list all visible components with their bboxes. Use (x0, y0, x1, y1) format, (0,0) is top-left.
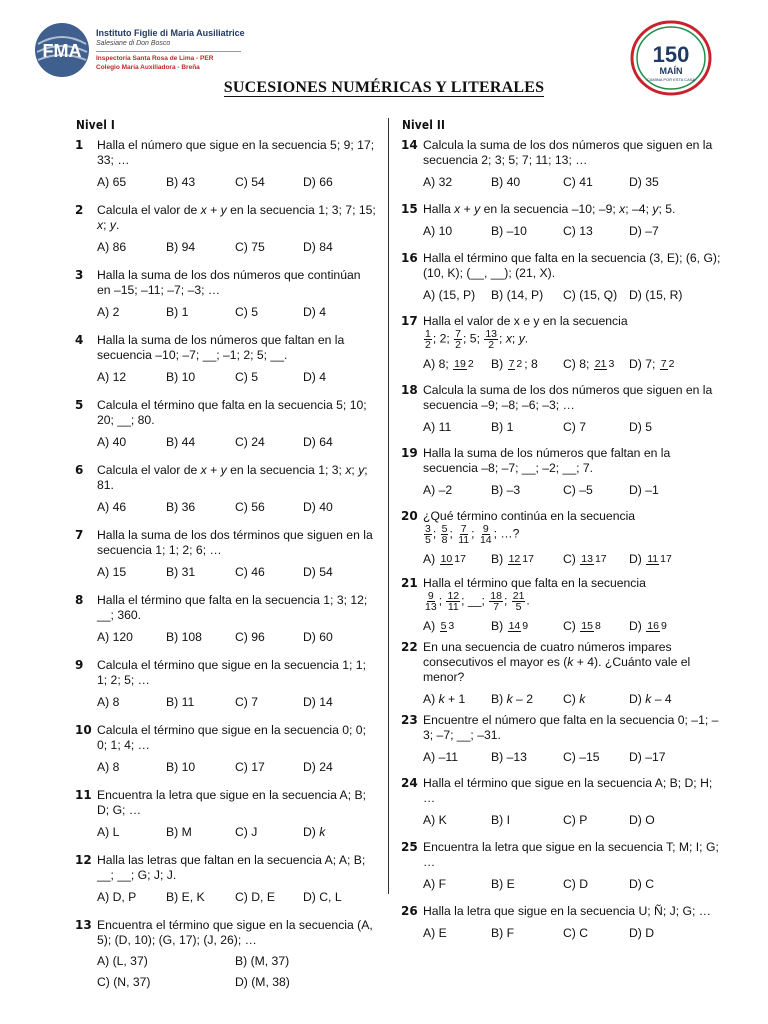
option-d[interactable]: D) (M, 38) (235, 975, 290, 989)
fraction: 19 2 (454, 358, 474, 371)
option-d[interactable]: D) C, L (303, 890, 342, 904)
fraction: $\frac{7}{2}$ (455, 328, 462, 351)
fraction: $\frac{12}{11}$ (447, 590, 460, 613)
question-number: 16 (401, 251, 418, 265)
option-a[interactable]: A) (15, P) (423, 288, 476, 302)
option-a[interactable]: A) L (97, 825, 120, 839)
option-b[interactable]: B) –3 (491, 483, 521, 497)
option-b[interactable]: B) 7 2 ; 8 (491, 357, 538, 371)
question-number: 13 (75, 918, 92, 932)
fraction: 14 9 (508, 620, 529, 633)
options-row (97, 954, 376, 969)
option-d[interactable]: D) 54 (303, 565, 333, 579)
option-c[interactable]: C) 13 17 (563, 552, 607, 566)
option-a[interactable]: A) 8 (97, 695, 120, 709)
question-19 (402, 446, 722, 498)
option-a[interactable]: A) 8 (97, 760, 120, 774)
option-c[interactable]: C) 46 (235, 565, 265, 579)
option-a[interactable]: A) 86 (97, 240, 127, 254)
fraction: 10 17 (440, 553, 466, 566)
question-number: 17 (401, 314, 418, 328)
option-a[interactable]: A) F (423, 877, 447, 891)
question-number: 24 (401, 776, 418, 790)
option-a[interactable]: A) 10 (423, 224, 453, 238)
option-c[interactable]: C) J (235, 825, 258, 839)
options-row (423, 692, 722, 707)
option-d[interactable]: D) k – 4 (629, 692, 672, 706)
page-title: SUCESIONES NUMÉRICAS Y LITERALES (223, 79, 545, 96)
question-17 (402, 314, 722, 372)
options-row (97, 500, 376, 515)
question-number: 7 (75, 528, 84, 542)
question-text: Calcula la suma de los dos números que siguen en la secuencia –9; –8; –6; –3; … (423, 383, 713, 412)
option-a[interactable]: A) 5 3 (423, 619, 455, 633)
fraction: $\frac{5}{8}$ (441, 523, 448, 546)
question-text: Halla la letra que sigue en la secuencia U; Ñ; J; G; … (423, 904, 711, 918)
province-label: Inspectoría Santa Rosa de Lima - PER (96, 55, 214, 62)
question-number: 4 (75, 333, 84, 347)
level-2-column (402, 118, 722, 941)
question-text: Encuentra la letra que sigue en la secuencia T; M; I; G; … (423, 840, 719, 869)
question-23 (402, 713, 722, 765)
options-row (423, 288, 722, 303)
option-a[interactable]: A) 65 (97, 175, 127, 189)
question-number: 21 (401, 576, 418, 590)
question-number: 25 (401, 840, 418, 854)
institution-name: Instituto Figlie di Maria Ausiliatrice (96, 28, 245, 38)
fraction: 16 9 (647, 620, 667, 633)
option-c[interactable]: C) (15, Q) (563, 288, 618, 302)
option-d[interactable]: D) 24 (303, 760, 333, 774)
question-15 (402, 202, 722, 239)
option-a[interactable]: A) 12 (97, 370, 127, 384)
option-d[interactable]: D) 64 (303, 435, 333, 449)
option-c[interactable]: C) 56 (235, 500, 265, 514)
option-c[interactable]: C) D, E (235, 890, 275, 904)
option-a[interactable]: A) 8; 19 2 (423, 357, 474, 371)
fraction: 5 3 (440, 620, 455, 633)
fraction: $\frac{7}{11}$ (458, 523, 470, 546)
option-d[interactable]: D) 35 (629, 175, 659, 189)
option-c[interactable]: C) 5 (235, 305, 259, 319)
option-a[interactable]: A) –11 (423, 750, 459, 764)
question-text: ¿Qué término continúa en la secuencia $\frac{3}{5}$ ; $\frac{5}{8}$ ; $\frac{7}{11}$ ; $\frac{9}{14}$ ; …? (423, 509, 636, 546)
option-b[interactable]: B) 1 (166, 305, 189, 319)
fraction: 7 2 (660, 358, 675, 371)
question-text: Calcula el término que sigue en la secuencia 1; 1; 1; 2; 5; … (97, 658, 366, 687)
options-row (97, 825, 376, 840)
option-c[interactable]: C) (N, 37) (97, 975, 151, 989)
question-number: 9 (75, 658, 84, 672)
option-c[interactable]: C) 75 (235, 240, 265, 254)
option-d[interactable]: D) 16 9 (629, 619, 667, 633)
option-d[interactable]: D) 5 (629, 420, 653, 434)
option-c[interactable]: C) 54 (235, 175, 265, 189)
option-a[interactable]: A) 40 (97, 435, 127, 449)
anniversary-number: 150 (652, 42, 690, 67)
school-label: Colegio María Auxiliadora - Breña (96, 64, 200, 71)
option-d[interactable]: D) 60 (303, 630, 333, 644)
fraction: $\frac{1}{2}$ (425, 328, 431, 351)
question-text: Encuentra el término que sigue en la secuencia (A, 5); (D, 10); (G, 17); (J, 26); … (97, 918, 373, 947)
option-a[interactable]: A) 120 (97, 630, 133, 644)
option-a[interactable]: A) E (423, 926, 447, 940)
options-row (423, 813, 722, 828)
fraction: $\frac{9}{14}$ (479, 523, 492, 546)
option-b[interactable]: B) 40 (491, 175, 521, 189)
options-row (97, 890, 376, 905)
fraction: 11 17 (647, 553, 672, 566)
option-d[interactable]: D) O (629, 813, 655, 827)
question-22 (402, 640, 722, 707)
option-b[interactable]: B) 14 9 (491, 619, 529, 633)
level-1-heading: Nivel I (76, 118, 115, 132)
option-b[interactable]: B) (M, 37) (235, 954, 290, 968)
options-row (97, 175, 376, 190)
question-text: Calcula el valor de x + y en la secuencia 1; 3; x; y; 81. (97, 463, 368, 492)
options-row (97, 240, 376, 255)
option-c[interactable]: C) –5 (563, 483, 593, 497)
option-d[interactable]: D) 11 17 (629, 552, 672, 566)
question-text: Halla la suma de los números que faltan en la secuencia –8; –7; __; –2; __; 7. (423, 446, 671, 475)
question-number: 10 (75, 723, 92, 737)
option-a[interactable]: A) D, P (97, 890, 137, 904)
question-25 (402, 840, 722, 892)
options-row (423, 357, 722, 372)
column-divider (388, 118, 389, 894)
option-c[interactable]: C) 24 (235, 435, 265, 449)
question-2 (76, 203, 376, 255)
question-13 (76, 918, 376, 990)
question-text: Halla el término que falta en la secuencia 1; 3; 12; __; 360. (97, 593, 368, 622)
options-row (423, 750, 722, 765)
option-a[interactable]: A) –2 (423, 483, 453, 497)
question-9 (76, 658, 376, 710)
option-d[interactable]: D) 84 (303, 240, 333, 254)
option-d[interactable]: D) 7; 7 2 (629, 357, 675, 371)
option-b[interactable]: B) –10 (491, 224, 527, 238)
option-a[interactable]: A) 15 (97, 565, 127, 579)
option-b[interactable]: B) E (491, 877, 515, 891)
option-b[interactable]: B) –13 (491, 750, 527, 764)
divider (96, 51, 241, 52)
question-text: Halla la suma de los dos números que continúan en –15; –11; –7; –3; … (97, 268, 361, 297)
question-text: Halla el término que falta en la secuencia (3, E); (6, G); (10, K); (__, __); (21, X). (423, 251, 721, 280)
option-a[interactable]: A) 2 (97, 305, 120, 319)
fma-logo-icon (34, 22, 90, 78)
question-number: 14 (401, 138, 418, 152)
question-24 (402, 776, 722, 828)
question-number: 15 (401, 202, 418, 216)
option-d[interactable]: D) –17 (629, 750, 666, 764)
option-d[interactable]: D) C (629, 877, 655, 891)
option-c[interactable]: C) –15 (563, 750, 600, 764)
option-b[interactable]: B) 1 (491, 420, 514, 434)
logo-letters: FMA (42, 41, 82, 61)
question-10 (76, 723, 376, 775)
option-c[interactable]: C) 96 (235, 630, 265, 644)
question-number: 22 (401, 640, 418, 654)
option-c[interactable]: C) 15 8 (563, 619, 601, 633)
option-b[interactable]: B) 108 (166, 630, 202, 644)
option-d[interactable]: D) 4 (303, 305, 327, 319)
options-row (423, 224, 722, 239)
options-row (423, 483, 722, 498)
option-c[interactable]: C) D (563, 877, 589, 891)
options-row (97, 975, 376, 990)
option-a[interactable]: A) 11 (423, 420, 452, 434)
question-text: Encuentre el número que falta en la secuencia 0; –1; –3; –7; __; –31. (423, 713, 719, 742)
option-c[interactable]: C) 5 (235, 370, 259, 384)
question-7 (76, 528, 376, 580)
level-2-heading: Nivel II (402, 118, 446, 132)
question-8 (76, 593, 376, 645)
option-b[interactable]: B) 94 (166, 240, 196, 254)
fraction: $\frac{9}{13}$ (425, 590, 437, 613)
institution-block (96, 28, 296, 72)
option-b[interactable]: B) (14, P) (491, 288, 544, 302)
option-b[interactable]: B) 11 (166, 695, 195, 709)
options-row (97, 435, 376, 450)
question-text: Halla el término que falta en la secuencia $\frac{9}{13}$ ; $\frac{12}{11}$ ; __; $\frac{18}{7}$ ; $\frac{21}{5}$ . (423, 576, 646, 613)
question-14 (402, 138, 722, 190)
question-text: Halla la suma de los dos términos que siguen en la secuencia 1; 1; 2; 6; … (97, 528, 373, 557)
options-row (97, 630, 376, 645)
question-12 (76, 853, 376, 905)
options-row (423, 619, 722, 634)
question-number: 12 (75, 853, 92, 867)
fraction: $\frac{21}{5}$ (512, 590, 525, 613)
option-b[interactable]: B) I (491, 813, 510, 827)
question-number: 5 (75, 398, 84, 412)
fraction: $\frac{18}{7}$ (490, 590, 502, 613)
fraction: 21 3 (594, 358, 615, 371)
question-number: 18 (401, 383, 418, 397)
question-number: 8 (75, 593, 84, 607)
question-20 (402, 509, 722, 567)
fraction: 7 2 (508, 358, 523, 371)
question-text: Halla x + y en la secuencia –10; –9; x; –4; y; 5. (423, 202, 676, 216)
question-26 (402, 904, 722, 941)
question-number: 3 (75, 268, 84, 282)
question-3 (76, 268, 376, 320)
question-number: 2 (75, 203, 84, 217)
question-number: 23 (401, 713, 418, 727)
option-b[interactable]: B) E, K (166, 890, 205, 904)
option-d[interactable]: D) (15, R) (629, 288, 683, 302)
anniversary-word: MAÍN (659, 66, 683, 76)
question-text: Halla el valor de x e y en la secuencia $\frac{1}{2}$ ; 2; $\frac{7}{2}$ ; 5; $\frac{13}{2}$ ; x; y. (423, 314, 628, 351)
option-d[interactable]: D) –7 (629, 224, 659, 238)
option-c[interactable]: C) 17 (235, 760, 265, 774)
option-d[interactable]: D) 40 (303, 500, 333, 514)
option-b[interactable]: B) 10 (166, 370, 196, 384)
fraction: 12 17 (508, 553, 534, 566)
question-text: Halla las letras que faltan en la secuencia A; A; B; __; __; G; J; J. (97, 853, 366, 882)
question-text: Calcula el valor de x + y en la secuencia 1; 3; 7; 15; x; y. (97, 203, 376, 232)
option-d[interactable]: D) k (303, 825, 326, 839)
options-row (97, 305, 376, 320)
question-text: Halla el término que sigue en la secuencia A; B; D; H; … (423, 776, 713, 805)
fraction: $\frac{3}{5}$ (425, 523, 431, 546)
question-number: 20 (401, 509, 418, 523)
question-text: Calcula el término que sigue en la secuencia 0; 0; 0; 1; 4; … (97, 723, 366, 752)
option-b[interactable]: B) 31 (166, 565, 196, 579)
option-d[interactable]: D) 4 (303, 370, 327, 384)
option-a[interactable]: A) 32 (423, 175, 453, 189)
fraction: 13 17 (581, 553, 607, 566)
level-1-column (76, 118, 376, 990)
option-b[interactable]: B) 12 17 (491, 552, 534, 566)
question-text: Encuentra la letra que sigue en la secuencia A; B; D; G; … (97, 788, 366, 817)
question-number: 19 (401, 446, 418, 460)
question-6 (76, 463, 376, 515)
options-row (97, 760, 376, 775)
options-row (97, 565, 376, 580)
option-b[interactable]: B) 43 (166, 175, 196, 189)
question-text: Halla la suma de los números que faltan en la secuencia –10; –7; __; –1; 2; 5; __. (97, 333, 345, 362)
question-text: Calcula el término que falta en la secuencia 5; 10; 20; __; 80. (97, 398, 367, 427)
option-a[interactable]: A) (L, 37) (97, 954, 148, 968)
option-d[interactable]: D) –1 (629, 483, 659, 497)
option-d[interactable]: D) 66 (303, 175, 333, 189)
option-a[interactable]: A) 10 17 (423, 552, 466, 566)
option-d[interactable]: D) 14 (303, 695, 333, 709)
question-number: 6 (75, 463, 84, 477)
option-c[interactable]: C) 13 (563, 224, 593, 238)
question-4 (76, 333, 376, 385)
option-c[interactable]: C) k (563, 692, 586, 706)
question-text: Halla el número que sigue en la secuencia 5; 9; 17; 33; … (97, 138, 375, 167)
options-row (423, 552, 722, 567)
question-number: 26 (401, 904, 418, 918)
option-c[interactable]: C) P (563, 813, 588, 827)
option-b[interactable]: B) 10 (166, 760, 196, 774)
question-11 (76, 788, 376, 840)
option-b[interactable]: B) M (166, 825, 192, 839)
fraction: $\frac{13}{2}$ (485, 328, 498, 351)
option-c[interactable]: C) 7 (235, 695, 259, 709)
option-b[interactable]: B) 44 (166, 435, 196, 449)
options-row (423, 926, 722, 941)
option-d[interactable]: D) D (629, 926, 655, 940)
option-c[interactable]: C) 41 (563, 175, 593, 189)
options-row (97, 695, 376, 710)
option-b[interactable]: B) F (491, 926, 515, 940)
question-text: En una secuencia de cuatro números impares consecutivos el mayor es (k + 4). ¿Cuánto vale el menor? (423, 640, 691, 684)
anniversary-motto: CAMINA POR ESTA CASA (646, 77, 696, 82)
option-c[interactable]: C) C (563, 926, 589, 940)
option-c[interactable]: C) 7 (563, 420, 587, 434)
question-text: Calcula la suma de los dos números que siguen en la secuencia 2; 3; 5; 7; 11; 13; … (423, 138, 713, 167)
question-21 (402, 576, 722, 634)
option-a[interactable]: A) 46 (97, 500, 127, 514)
options-row (423, 877, 722, 892)
option-c[interactable]: C) 8; 21 3 (563, 357, 615, 371)
question-1 (76, 138, 376, 190)
options-row (423, 175, 722, 190)
question-16 (402, 251, 722, 303)
question-number: 1 (75, 138, 84, 152)
question-number: 11 (75, 788, 92, 802)
option-b[interactable]: B) k – 2 (491, 692, 534, 706)
institution-subtitle: Salesiane di Don Bosco (96, 40, 171, 47)
option-a[interactable]: A) k + 1 (423, 692, 466, 706)
question-18 (402, 383, 722, 435)
options-row (97, 370, 376, 385)
option-a[interactable]: A) K (423, 813, 447, 827)
question-5 (76, 398, 376, 450)
fraction: 15 8 (581, 620, 601, 633)
options-row (423, 420, 722, 435)
option-b[interactable]: B) 36 (166, 500, 196, 514)
